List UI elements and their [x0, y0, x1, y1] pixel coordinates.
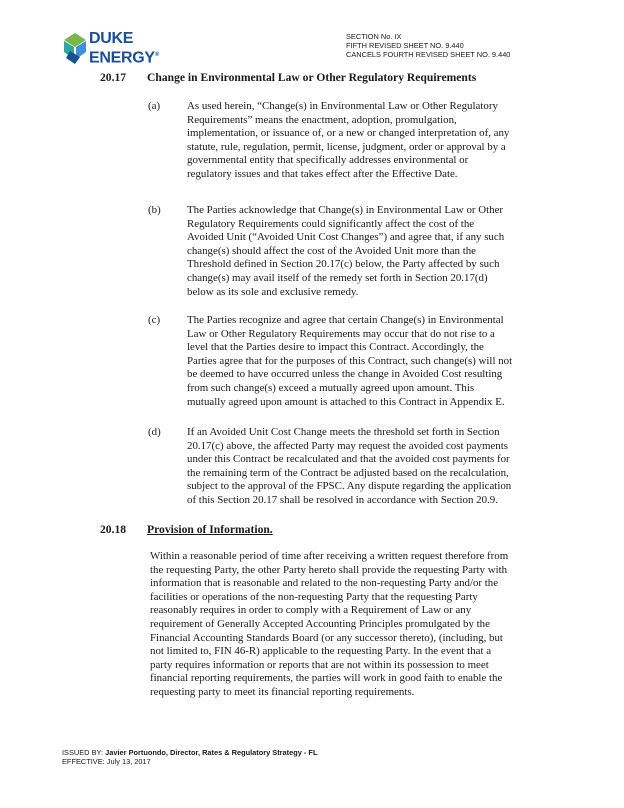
paragraph-line: implementation, or issuance of, or a new or changed interpretation of, any [187, 127, 510, 140]
paragraph-line: not limited to, FIN 46-R) applicable to the requesting Party. In the event that a [150, 645, 492, 658]
issuance-footer [62, 748, 317, 767]
effective-label: EFFECTIVE: [62, 757, 105, 767]
cancels-sheet: CANCELS FOURTH REVISED SHEET NO. 9.440 [346, 50, 511, 60]
logo-line-2: ENERGY [89, 49, 155, 67]
paragraph-a [187, 100, 577, 182]
paragraph-line: Threshold defined in Section 20.17(c) below, the Party affected by such [187, 258, 500, 271]
paragraph-line: Requirements” means the enactment, adoption, promulgation, [187, 113, 457, 126]
paragraph-line: If an Avoided Unit Cost Change meets the threshold set forth in Section [187, 426, 500, 438]
paragraph-line: Law or Other Regulatory Requirements may occur that do not rise to a [187, 327, 495, 340]
paragraph-line: information that is reasonable and related to the non-requesting Party and/or the [150, 577, 499, 590]
paragraph-line: reasonably requires in order to comply with a Requirement of Law or any [150, 604, 472, 617]
paragraph-line: 20.17(c) above, the affected Party may request the avoided cost payments [187, 439, 508, 452]
paragraph-d [187, 426, 577, 508]
paragraph-line: party requires information or reports that are not within its possession to meet [150, 658, 489, 671]
issued-by-value: Javier Portuondo, Director, Rates & Regulatory Strategy - FL [105, 748, 318, 757]
paragraph-line: As used herein, “Change(s) in Environmental Law or Other Regulatory [187, 100, 498, 112]
section-title: Change in Environmental Law or Other Regulatory Requirements [147, 71, 477, 84]
paragraph-c [187, 314, 577, 409]
paragraph-line: mutually agreed upon amount is attached to this Contract in Appendix E. [187, 395, 505, 408]
section-number-label: 20.17 [100, 71, 127, 84]
section-heading-20-17 [100, 71, 560, 87]
paragraph-line: The Parties acknowledge that Change(s) in Environmental Law or Other [187, 204, 504, 216]
paragraph-line: requesting party to meet its financial reporting requirements. [150, 685, 415, 698]
logo-line-1: DUKE [89, 30, 134, 47]
paragraph-line: governmental entity that specifically addresses environmental or [187, 154, 469, 167]
paragraph-line: statute, rule, regulation, permit, license, judgment, order or approval by a [187, 140, 506, 153]
paragraph-line: change(s) should affect the cost of the Avoided Unit more than the [187, 244, 477, 257]
paragraph-b [187, 204, 577, 299]
paragraph-line: regulatory issues and that takes effect after the Effective Date. [187, 167, 458, 180]
paragraph-line: be deemed to have occurred unless the change in Avoided Cost resulting [187, 368, 503, 381]
paragraph-line: subject to the approval of the FPSC. Any dispute regarding the application [187, 480, 512, 493]
paragraph-line: Regulatory Requirements could significantly affect the cost of the [187, 217, 475, 230]
sheet-header [346, 32, 510, 60]
paragraph-line: below as its sole and exclusive remedy. [187, 285, 359, 298]
logo-wordmark [89, 31, 159, 66]
duke-energy-logo [62, 30, 172, 70]
paragraph-line: facilities or operations of the non-requesting Party that the requesting Party [150, 590, 478, 603]
paragraph-line: Parties agree that for the purposes of this Contract, such change(s) will not [187, 354, 513, 367]
section-number: SECTION No. IX [346, 32, 402, 41]
paragraph-line: change(s) may avail itself of the remedy set forth in Section 20.17(d) [187, 271, 488, 284]
issued-by-label: ISSUED BY: [62, 748, 104, 757]
paragraph-line: the remaining term of the Contract be adjusted based on the recalculation, [187, 466, 509, 479]
paragraph-line: the requesting Party, the other Party hereto shall provide the requesting Party with [150, 563, 508, 576]
paragraph-line: Financial Accounting Standards Board (or any successor thereto), (including, but [150, 631, 503, 644]
paragraph-label: (b) [148, 204, 161, 216]
effective-date: July 13, 2017 [106, 757, 151, 767]
section-title: Provision of Information. [147, 523, 273, 536]
paragraph-line: financial reporting requirements, the parties will work in good faith to enable the [150, 672, 503, 685]
section-20-18-body [150, 550, 550, 700]
sheet-number: FIFTH REVISED SHEET NO. 9.440 [346, 41, 464, 51]
paragraph-line: Avoided Unit (“Avoided Unit Cost Changes”) and agree that, if any such [187, 231, 505, 244]
duke-energy-mark-icon [62, 32, 88, 66]
paragraph-line: level that the Parties desire to impact this Contract. Accordingly, the [187, 341, 484, 354]
section-number-label: 20.18 [100, 523, 127, 536]
logo-registered-mark: ® [154, 52, 159, 58]
paragraph-line: The Parties recognize and agree that certain Change(s) in Environmental [187, 314, 504, 326]
paragraph-label: (a) [148, 100, 161, 112]
paragraph-line: from such change(s) exceed a mutually agreed upon amount. This [187, 381, 475, 394]
paragraph-line: requirement of Generally Accepted Accounting Principles promulgated by the [150, 617, 490, 630]
paragraph-line: under this Contract be recalculated and that the avoided cost payments for [187, 453, 510, 466]
paragraph-line: of this Section 20.17 shall be resolved in accordance with Section 20.9. [187, 493, 498, 506]
paragraph-line: Within a reasonable period of time after receiving a written request therefore from [150, 550, 509, 562]
paragraph-label: (c) [148, 314, 161, 326]
paragraph-label: (d) [148, 426, 161, 438]
section-heading-20-18 [100, 523, 400, 539]
